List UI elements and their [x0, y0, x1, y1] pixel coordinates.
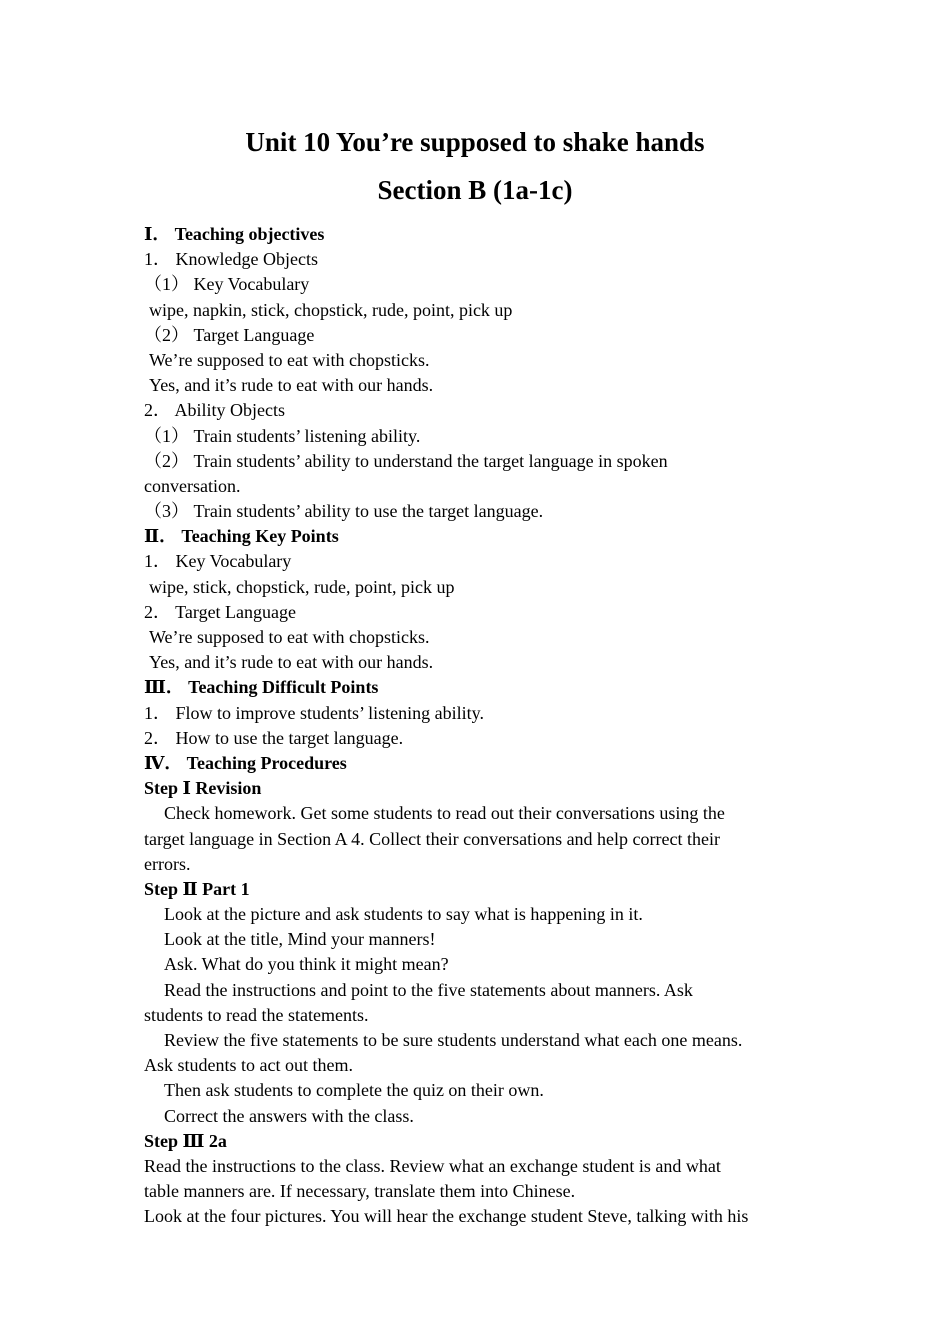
- numbered-item: 2． How to use the target language.: [144, 727, 404, 748]
- example-line: We’re supposed to eat with chopsticks.: [149, 627, 430, 647]
- paragraph-line: Look at the picture and ask students to say what is happening in it.: [164, 904, 643, 925]
- sub-item: （1） Train students’ listening ability.: [144, 425, 421, 446]
- numbered-item: 1． Key Vocabulary: [144, 551, 292, 572]
- paragraph-line: target language in Section A 4. Collect their conversations and help correct their: [144, 828, 720, 849]
- document-subtitle: Section B (1a-1c): [377, 175, 573, 205]
- paragraph-line: Correct the answers with the class.: [164, 1105, 414, 1126]
- paragraph-line: Ask students to act out them.: [144, 1055, 353, 1076]
- document-title: Unit 10 You’re supposed to shake hands: [245, 127, 705, 157]
- paragraph-line: Then ask students to complete the quiz on their own.: [164, 1080, 544, 1101]
- section-heading: Ⅰ． Teaching objectives: [144, 224, 325, 244]
- numbered-item: 1． Flow to improve students’ listening ability.: [144, 702, 484, 723]
- paragraph-line: Ask. What do you think it might mean?: [164, 954, 449, 975]
- section-heading: Ⅲ． Teaching Difficult Points: [144, 677, 379, 698]
- paragraph-line: Look at the four pictures. You will hear the exchange student Steve, talking with his: [144, 1206, 749, 1227]
- document-body: [144, 222, 814, 1230]
- section-heading: Step Ⅰ Revision: [144, 778, 262, 799]
- section-heading: Ⅱ． Teaching Key Points: [144, 526, 339, 547]
- paragraph-line: Look at the title, Mind your manners!: [164, 929, 436, 950]
- paragraph-line: students to read the statements.: [144, 1004, 369, 1025]
- paragraph-line: table manners are. If necessary, translate them into Chinese.: [144, 1181, 576, 1202]
- example-line: Yes, and it’s rude to eat with our hands.: [149, 375, 434, 396]
- example-line: We’re supposed to eat with chopsticks.: [149, 349, 430, 370]
- paragraph-line: conversation.: [144, 475, 241, 496]
- section-heading: Step Ⅲ 2a: [144, 1130, 227, 1151]
- paragraph-line: errors.: [144, 853, 191, 874]
- numbered-item: 1． Knowledge Objects: [144, 249, 318, 270]
- example-line: wipe, napkin, stick, chopstick, rude, point, pick up: [149, 299, 513, 320]
- paragraph-line: Review the five statements to be sure students understand what each one means.: [164, 1030, 743, 1050]
- sub-item: （1） Key Vocabulary: [144, 274, 310, 295]
- numbered-item: 2． Ability Objects: [144, 400, 285, 421]
- sub-item: （2） Train students’ ability to understand the target language in spoken: [144, 450, 668, 471]
- section-heading: Ⅳ． Teaching Procedures: [144, 752, 347, 773]
- example-line: Yes, and it’s rude to eat with our hands.: [149, 652, 434, 673]
- example-line: wipe, stick, chopstick, rude, point, pick up: [149, 576, 455, 597]
- paragraph-line: Read the instructions and point to the five statements about manners. Ask: [164, 979, 693, 1000]
- paragraph-line: Check homework. Get some students to read out their conversations using the: [164, 803, 725, 824]
- numbered-item: 2． Target Language: [144, 601, 297, 622]
- sub-item: （3） Train students’ ability to use the target language.: [144, 501, 544, 522]
- section-heading: Step Ⅱ Part 1: [144, 878, 250, 899]
- paragraph-line: Read the instructions to the class. Review what an exchange student is and what: [144, 1155, 721, 1176]
- sub-item: （2） Target Language: [144, 324, 315, 345]
